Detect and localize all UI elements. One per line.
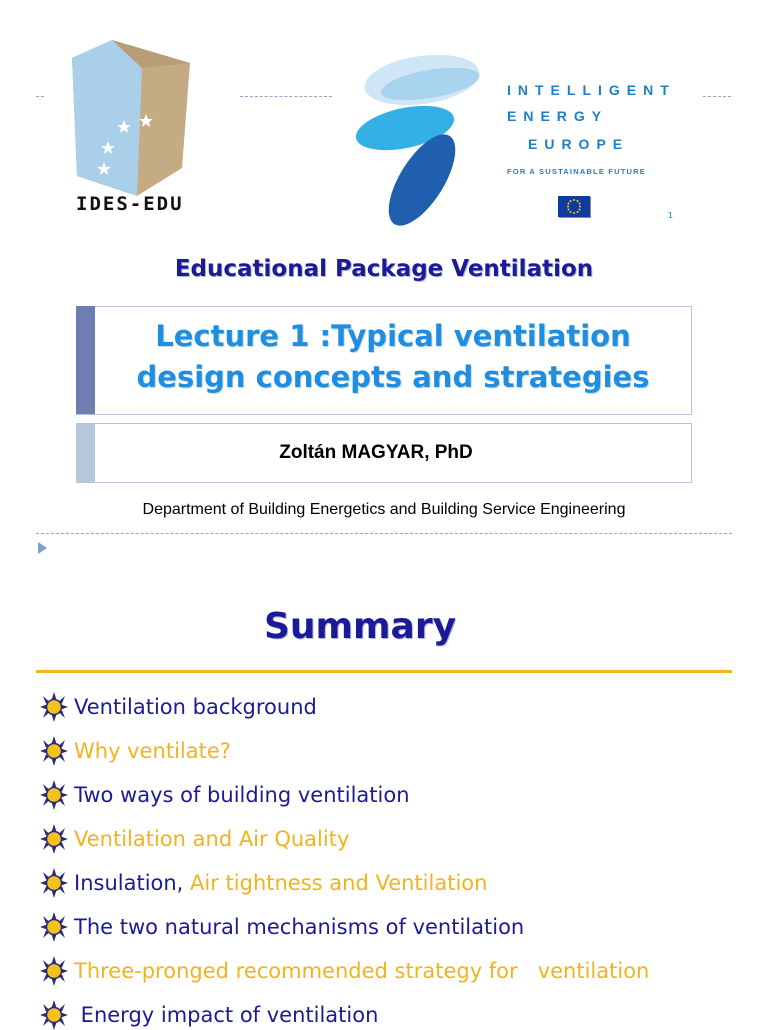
sun-bullet-icon (34, 736, 74, 766)
iee-logo-tagline: FOR A SUSTAINABLE FUTURE (507, 167, 646, 176)
summary-item-text: Why ventilate? (74, 739, 231, 763)
summary-item (34, 824, 349, 854)
summary-item-text: Energy impact of ventilation (74, 1003, 379, 1027)
author-name: Zoltán MAGYAR, PhD (279, 442, 473, 463)
sun-bullet-icon (34, 912, 74, 942)
summary-item (34, 956, 649, 986)
lecture-accent-bar (76, 306, 95, 414)
summary-item (34, 912, 524, 942)
lecture-title-line1: Lecture 1 :Typical ventilation (155, 319, 631, 353)
author-accent-bar (76, 423, 95, 482)
iee-logo-line3: EUROPE (528, 136, 630, 152)
summary-item-text: Two ways of building ventilation (74, 783, 410, 807)
sun-bullet-icon (34, 780, 74, 810)
iee-logo-line1: INTELLIGENT (507, 82, 676, 98)
house-logo-icon (62, 38, 202, 198)
slide-number: 1 (668, 211, 674, 220)
lecture-title-line2: design concepts and strategies (136, 360, 650, 394)
summary-rule (36, 670, 732, 673)
summary-item-text: Air tightness and Ventilation (190, 871, 488, 895)
lecture-title (96, 316, 690, 398)
slide-divider (36, 533, 732, 534)
summary-item (34, 780, 410, 810)
dashed-rule-middle (240, 96, 332, 97)
summary-item (34, 736, 231, 766)
sun-bullet-icon (34, 824, 74, 854)
summary-item (34, 868, 487, 898)
dashed-rule-right (703, 96, 731, 97)
summary-item-text: The two natural mechanisms of ventilation (74, 915, 525, 939)
sun-bullet-icon (34, 1000, 74, 1030)
arrow-bullet-icon (38, 542, 47, 554)
department-name: Department of Building Energetics and Building Service Engineering (142, 501, 626, 518)
iee-logo-line2: ENERGY (507, 108, 609, 124)
package-title: Educational Package Ventilation (174, 256, 594, 282)
summary-title: Summary (263, 606, 457, 647)
dashed-rule-left (36, 96, 44, 97)
summary-item (34, 1000, 378, 1030)
summary-item-text: Ventilation background (74, 695, 317, 719)
ides-edu-logo-text: IDES-EDU (76, 193, 184, 215)
sun-bullet-icon (34, 956, 74, 986)
summary-item-text: Three-pronged recommended strategy for ventilation (74, 959, 650, 983)
sun-bullet-icon (34, 868, 74, 898)
iee-swirl-logo-icon (350, 52, 500, 227)
summary-item-text: Insulation, (74, 871, 191, 895)
eu-flag-icon (558, 196, 590, 217)
summary-item (34, 692, 317, 722)
summary-item-text: Ventilation and Air Quality (74, 827, 350, 851)
sun-bullet-icon (34, 692, 74, 722)
